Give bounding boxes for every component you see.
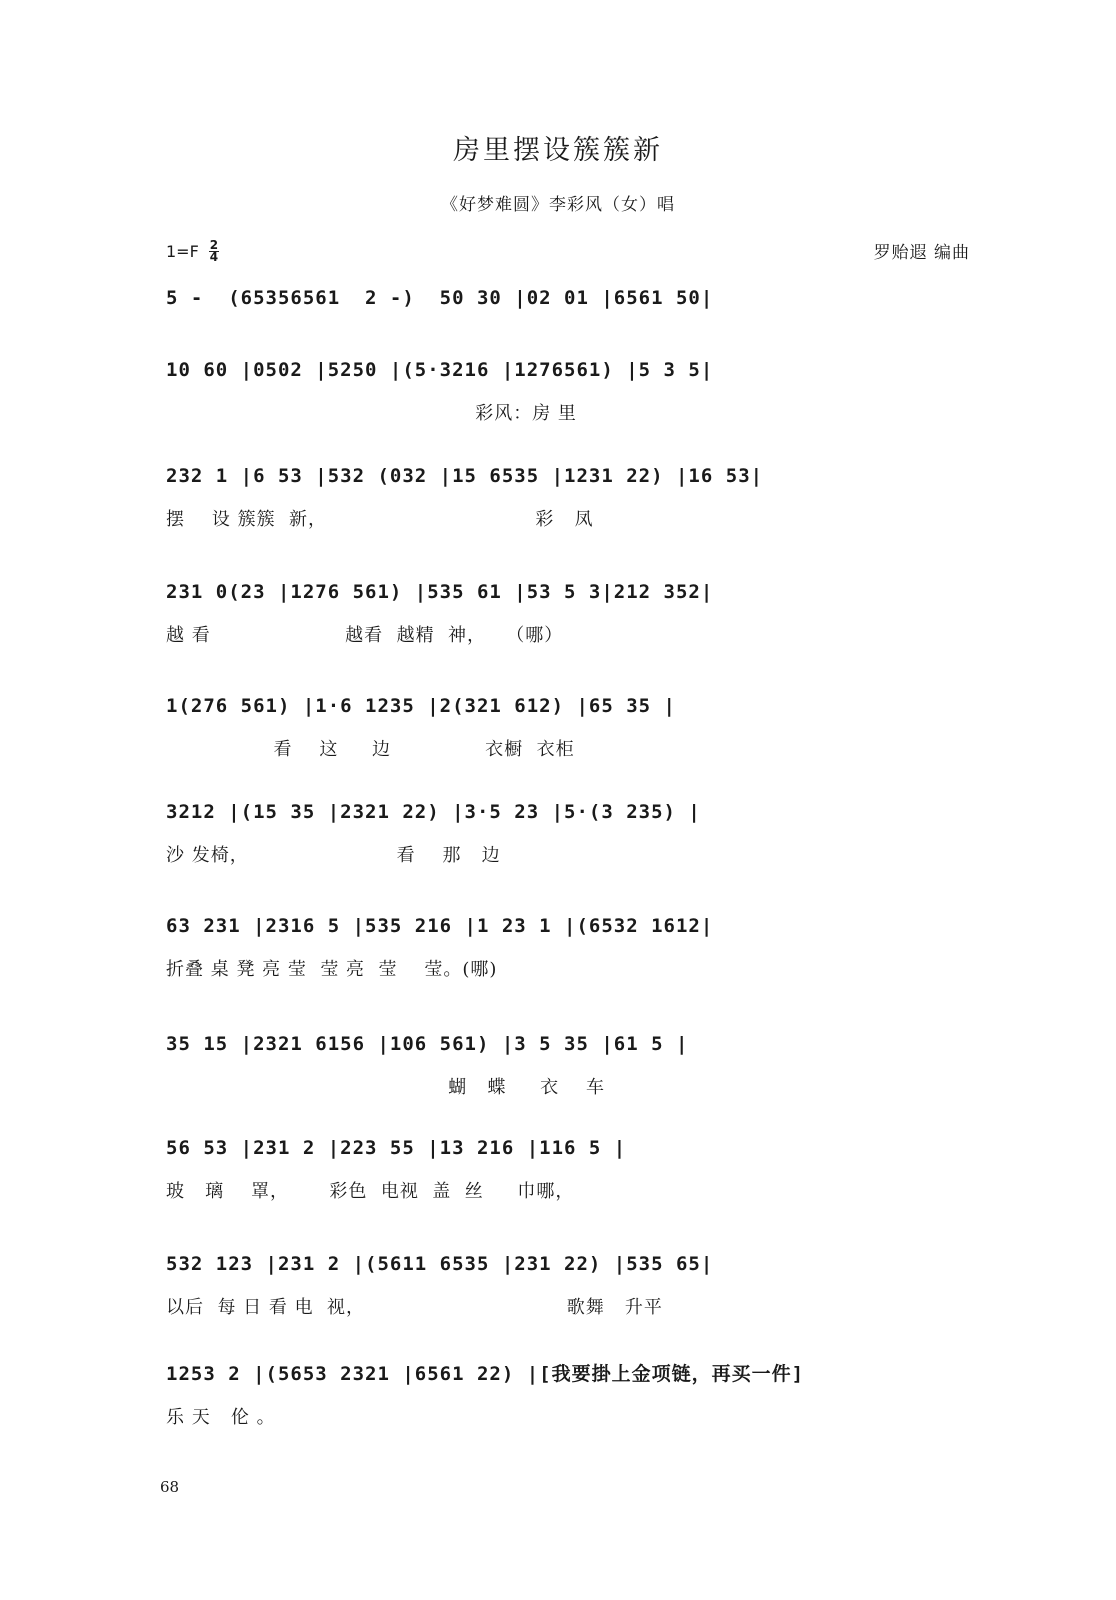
music-system-3 [166,461,970,535]
music-system-7 [166,911,970,985]
lyrics-line: 蝴 蝶 衣 车 [166,1077,605,1098]
lyrics-line [166,327,970,357]
lyrics-line: 玻 璃 罩， 彩色 电视 盖 丝 巾哪， [166,1181,575,1202]
music-system-1 [166,283,970,357]
notation-line: 5 - (65356561 2 -) 50 30 |02 01 |6561 50| [166,287,714,309]
music-system-4 [166,577,970,651]
notation-line: 35 15 |2321 6156 |106 561) |3 5 35 |61 5 | [166,1033,689,1055]
music-system-10 [166,1249,970,1323]
notation-line: 63 231 |2316 5 |535 216 |1 23 1 |(6532 1612| [166,915,714,937]
music-system-5 [166,691,970,765]
lyrics-line: 沙 发椅， 看 那 边 [166,845,501,866]
music-system-9 [166,1133,970,1207]
lyrics-line: 摆 设 簇簇 新， 彩 凤 [166,509,594,530]
music-system-2 [166,355,970,429]
page-number: 68 [160,1478,180,1496]
notation-line: 532 123 |231 2 |(5611 6535 |231 22) |535 65| [166,1253,714,1275]
notation-line: 1253 2 |(5653 2321 |6561 22) |[我要掛上金项链，再买一件] [166,1363,805,1385]
notation-line: 232 1 |6 53 |532 (032 |15 6535 |1231 22) |16 53| [166,465,764,487]
lyrics-line: 折叠 桌 凳 亮 莹 莹 亮 莹 莹。(哪) [166,959,498,980]
lyrics-line: 彩风：房 里 [166,403,577,424]
lyrics-line: 看 这 边 衣橱 衣柜 [166,739,575,760]
song-title: 房里摆设簇簇新 [453,135,663,166]
key-signature [166,240,219,263]
key-label: 1=F [166,242,199,261]
time-signature-top: 2 [209,238,219,252]
notation-line: 1(276 561) |1·6 1235 |2(321 612) |65 35 | [166,695,676,717]
notation-line: 231 0(23 |1276 561) |535 61 |53 5 3|212 352| [166,581,714,603]
music-system-11 [166,1359,970,1433]
music-system-6 [166,797,970,871]
lyrics-line: 越 看 越看 越精 神， （哪） [166,625,564,646]
lyrics-line: 乐 天 伦 。 [166,1407,276,1428]
music-system-8 [166,1029,970,1103]
time-signature-bottom: 4 [209,250,219,264]
notation-line: 56 53 |231 2 |223 55 |13 216 |116 5 | [166,1137,627,1159]
composer-credit: 罗贻遐 编曲 [873,243,970,263]
notation-line: 10 60 |0502 |5250 |(5·3216 |1276561) |5 3 5| [166,359,714,381]
lyrics-line: 以后 每 日 看 电 视， 歌舞 升平 [166,1297,663,1318]
song-subtitle: 《好梦难圆》李彩风（女）唱 [441,195,675,215]
notation-line: 3212 |(15 35 |2321 22) |3·5 23 |5·(3 235) | [166,801,701,823]
time-signature [209,240,219,263]
